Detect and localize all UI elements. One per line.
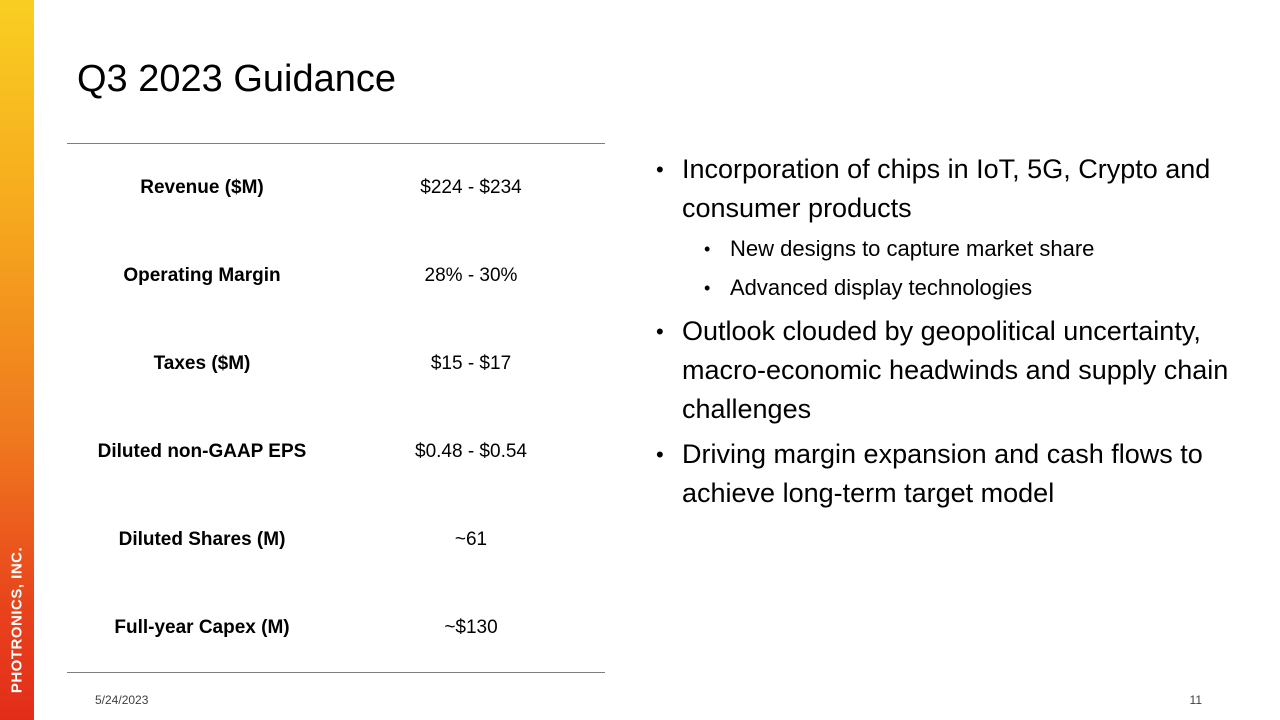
bullet-text: Incorporation of chips in IoT, 5G, Crypto and consumer products [682, 154, 1211, 223]
guidance-label: Diluted Shares (M) [118, 529, 286, 550]
guidance-value: $15 - $17 [430, 353, 512, 374]
bullet-text: Driving margin expansion and cash flows to achieve long-term target model [682, 439, 1203, 508]
table-row [67, 320, 605, 408]
table-row [67, 232, 605, 320]
sub-bullet-dot: • [704, 239, 711, 259]
sub-bullet-list [704, 234, 1236, 303]
bullet-dot: • [656, 319, 664, 344]
bullet-dot: • [656, 157, 664, 182]
table-row [67, 144, 605, 232]
brand-side-bar [0, 0, 34, 720]
sub-bullet-dot: • [704, 278, 711, 298]
guidance-value: 28% - 30% [424, 265, 518, 286]
table-row [67, 584, 605, 672]
guidance-value: $224 - $234 [420, 177, 522, 198]
sub-bullet-text: New designs to capture market share [730, 236, 1095, 261]
bullet-item [656, 312, 1236, 429]
brand-name: PHOTRONICS, INC. [8, 546, 26, 694]
bullet-list [656, 150, 1236, 519]
page-number: 11 [1189, 693, 1202, 707]
bullet-item [656, 435, 1236, 513]
bullet-dot: • [656, 442, 664, 467]
footer-date: 5/24/2023 [95, 693, 149, 707]
slide-title: Q3 2023 Guidance [77, 58, 397, 100]
sub-bullet-item [704, 234, 1236, 264]
sub-bullet-item [704, 273, 1236, 303]
guidance-label: Diluted non-GAAP EPS [97, 441, 307, 462]
guidance-label: Operating Margin [123, 265, 281, 286]
guidance-table [67, 143, 605, 673]
table-row [67, 496, 605, 584]
table-row [67, 408, 605, 496]
guidance-value: $0.48 - $0.54 [415, 441, 527, 462]
bullet-item [656, 150, 1236, 228]
guidance-value: ~$130 [444, 617, 498, 638]
guidance-label: Taxes ($M) [153, 353, 251, 374]
guidance-label: Full-year Capex (M) [114, 617, 290, 638]
sub-bullet-text: Advanced display technologies [730, 275, 1033, 300]
guidance-label: Revenue ($M) [140, 177, 264, 198]
guidance-value: ~61 [454, 529, 488, 550]
bullet-text: Outlook clouded by geopolitical uncertainty, macro-economic headwinds and supply chain challenges [682, 316, 1229, 424]
